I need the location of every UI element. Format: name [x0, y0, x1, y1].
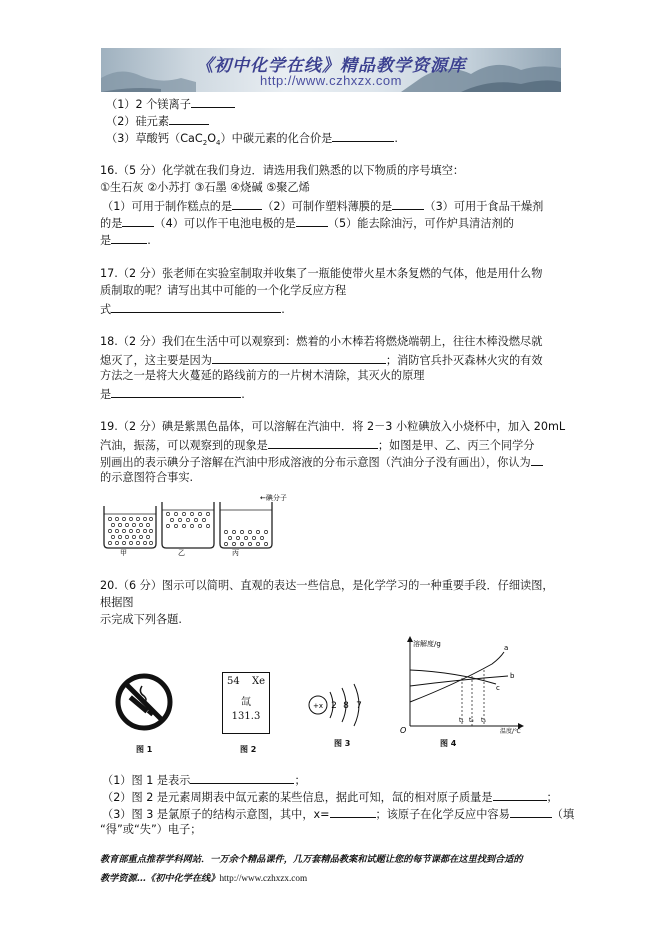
q17-line-2: 质制取的呢？请写出其中可能的一个化学反应方程	[100, 284, 347, 297]
answer-blank[interactable]	[392, 198, 424, 210]
q19-line-3: 别画出的表示碘分子溶解在汽油中形成溶液的分布示意图（汽油分子没有画出），你认为	[100, 454, 543, 468]
q15-line-2: （2）硅元素	[106, 113, 209, 127]
footer-line-1: 教育部重点推荐学科网站．一万余个精品课件，几万套精品教案和试题让您的每节课都在这里找到合适的	[100, 854, 523, 865]
graph-origin: O	[400, 726, 407, 734]
header-banner	[101, 48, 561, 92]
answer-blank[interactable]	[296, 215, 328, 227]
q20-answer-4: “得”或“失”）电子；	[100, 823, 202, 836]
curve-a-label: a	[504, 644, 509, 652]
beaker-label-yi: 乙	[178, 549, 185, 556]
answer-blank[interactable]	[190, 772, 294, 784]
q20-answer-1: （1）图 1 是表示 ；	[102, 774, 306, 787]
q20-answer-3: （3）图 3 是氯原子的结构示意图，其中，x= ；该原子在化学反应中容易 （填	[102, 808, 575, 821]
q18-line-4: 是 .	[100, 388, 245, 401]
answer-blank[interactable]	[111, 301, 281, 313]
curve-c	[410, 670, 496, 684]
beaker-jia	[104, 506, 156, 548]
graph-ylabel: 溶解度/g	[413, 640, 441, 648]
curve-b-label: b	[510, 672, 515, 680]
q20-answer-2: （2）图 2 是元素周期表中氙元素的某些信息，据此可知，氙的相对原子质量是 ；	[102, 791, 558, 804]
q17-line-3: 式 .	[100, 303, 285, 316]
q17-line-1: 17.（2 分）张老师在实验室制取并收集了一瓶能使带火星木条复燃的气体，他是用什么物	[100, 267, 543, 280]
figure-1-caption: 图 1	[136, 745, 153, 754]
q18-line-2: 熄灭了，这主要是因为 ；消防官兵扑灭森林火灾的有效	[100, 354, 543, 367]
answer-blank[interactable]	[191, 96, 235, 108]
iodine-beakers-figure	[100, 492, 340, 556]
solubility-curve-graph	[396, 634, 526, 734]
q18-line-3: 方法之一是将大火蔓延的路线前方的一片树木清除，其灭火的原理	[100, 369, 425, 382]
atomic-number: 54	[227, 676, 240, 687]
footer-url[interactable]: http://www.czhxzx.com	[219, 873, 308, 883]
shell-1-electrons: 2	[331, 701, 337, 711]
answer-blank[interactable]	[232, 198, 262, 210]
answer-blank[interactable]	[332, 130, 394, 142]
graph-xlabel: 温度/℃	[500, 728, 521, 734]
figure-2-caption: 图 2	[240, 745, 257, 754]
q20-line-2: 根据图	[100, 596, 134, 609]
q19-line-2: 汽油，振荡，可以观察到的现象是 ；如图是甲、乙、丙三个同学分	[100, 439, 535, 452]
iodine-molecule-label: ←碘分子	[260, 494, 287, 502]
nucleus-charge: +x	[312, 702, 324, 710]
banner-title: 《初中化学在线》精品教学资源库	[196, 56, 466, 76]
q16-line-3: 是 .	[100, 234, 151, 247]
banner-url[interactable]: http://www.czhxzx.com	[260, 73, 402, 88]
answer-blank[interactable]	[212, 352, 386, 364]
q18-line-1: 18.（2 分）我们在生活中可以观察到：燃着的小木棒若将燃烧端朝上，往往木棒没燃尽就	[100, 335, 543, 348]
no-smoking-icon	[114, 672, 174, 732]
answer-blank[interactable]	[330, 806, 376, 818]
q15-line-1: （1）2 个镁离子	[106, 96, 235, 110]
tick-t1: t₁	[459, 717, 464, 724]
answer-blank[interactable]	[531, 454, 543, 466]
chlorine-atom-diagram	[306, 680, 376, 730]
q19-line-1: 19.（2 分）碘是紫黑色晶体，可以溶解在汽油中．将 2－3 小粒碘放入小烧杯中，加入 20mL	[100, 420, 566, 433]
q16-line-1: （1）可用于制作糕点的是 （2）可制作塑料薄膜的是 （3）可用于食品干燥剂	[102, 200, 544, 213]
xenon-element-cell	[222, 672, 270, 734]
atomic-mass: 131.3	[231, 711, 261, 722]
beaker-bing	[220, 502, 272, 548]
tick-t2: t₂	[469, 717, 474, 724]
answer-blank[interactable]	[169, 113, 209, 125]
answer-blank[interactable]	[493, 789, 547, 801]
answer-blank[interactable]	[268, 437, 378, 449]
q16-options: ①生石灰 ②小苏打 ③石墨 ④烧碱 ⑤聚乙烯	[100, 181, 310, 194]
beaker-label-bing: 丙	[232, 549, 239, 556]
beaker-label-jia: 甲	[120, 549, 127, 556]
answer-blank[interactable]	[122, 215, 154, 227]
footer-line-2: 教学资源…《初中化学在线》http://www.czhxzx.com	[100, 873, 308, 884]
figure-4-caption: 图 4	[440, 739, 457, 748]
q20-line-1: 20.（6 分）图示可以简明、直观的表达一些信息，是化学学习的一种重要手段．仔细读图，	[100, 579, 554, 592]
q20-line-3: 示完成下列各题.	[100, 613, 182, 626]
answer-blank[interactable]	[111, 232, 147, 244]
q16-line-2: 的是 （4）可以作干电池电极的是 （5）能去除油污，可作炉具清洁剂的	[100, 217, 514, 230]
tick-t3: t₃	[481, 717, 486, 724]
answer-blank[interactable]	[111, 386, 241, 398]
shell-2-electrons: 8	[343, 701, 349, 711]
curve-c-label: c	[496, 684, 500, 692]
element-symbol: Xe	[251, 676, 265, 687]
q19-line-4: 的示意图符合事实.	[100, 471, 194, 484]
element-name: 氙	[241, 697, 251, 708]
answer-blank[interactable]	[510, 806, 552, 818]
q15-line-3: （3）草酸钙$(CaC_2O_4)$中碳元素的化合价是 .	[106, 132, 398, 148]
q16-stem: 16.（5 分）化学就在我们身边．请选用我们熟悉的以下物质的序号填空：	[100, 164, 465, 177]
beaker-yi	[162, 502, 214, 548]
figure-3-caption: 图 3	[334, 739, 351, 748]
shell-3-electrons: 7	[356, 701, 362, 711]
